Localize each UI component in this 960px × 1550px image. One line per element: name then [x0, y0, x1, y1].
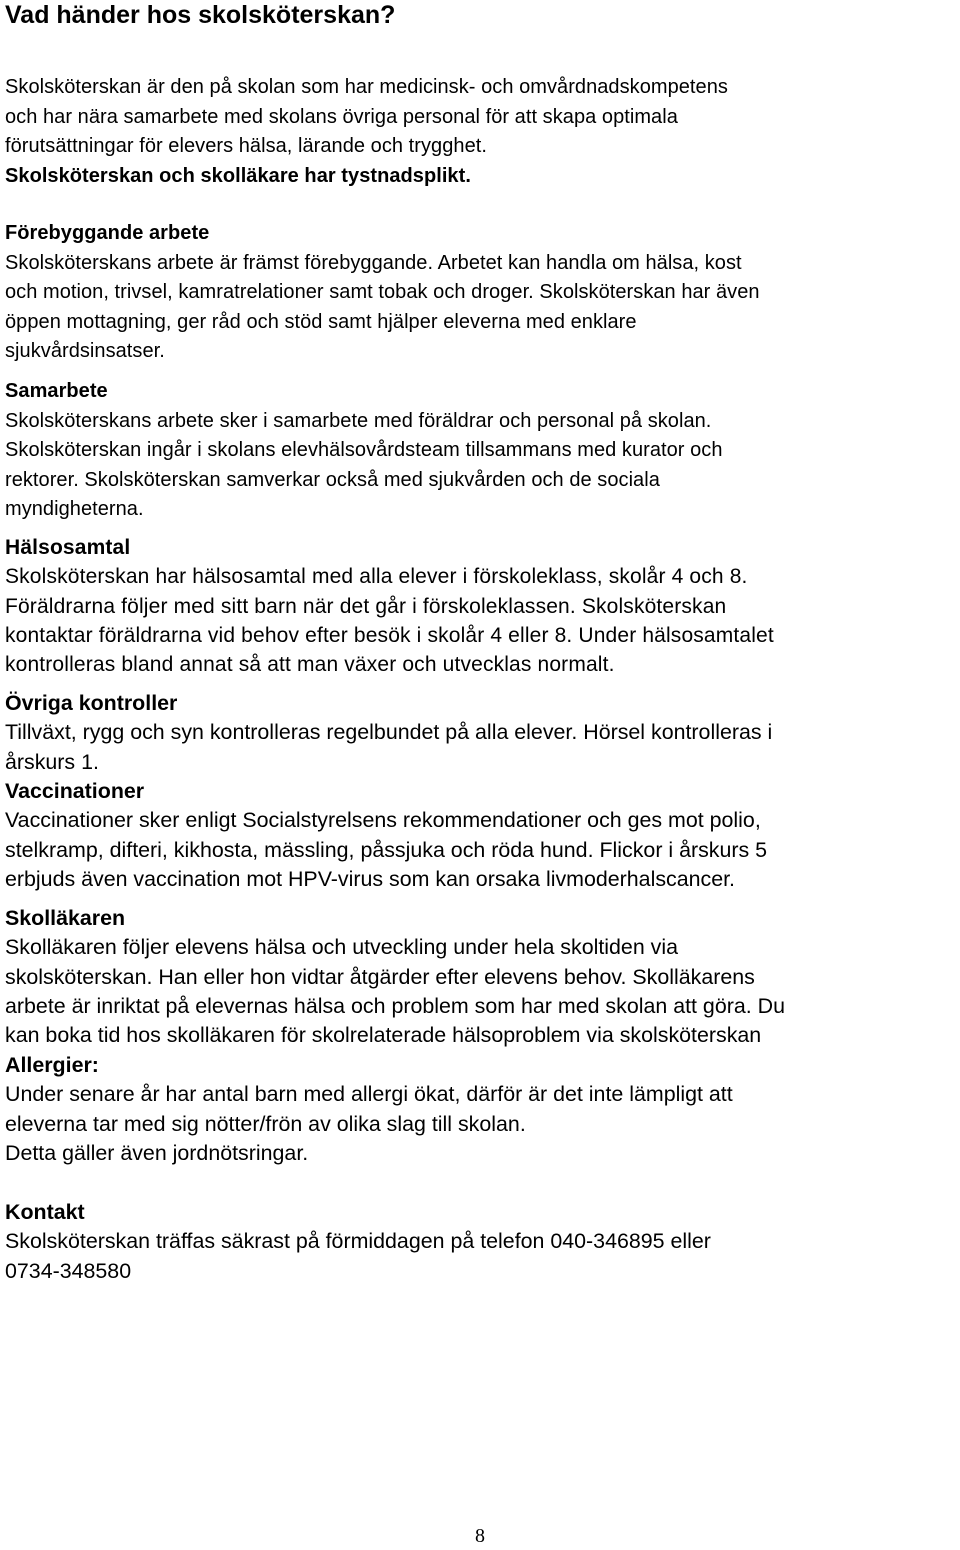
section-heading: Hälsosamtal: [5, 536, 131, 559]
section-heading: Skolläkaren: [5, 906, 126, 930]
section-kontakt: [5, 1198, 711, 1286]
section-line: Tillväxt, rygg och syn kontrolleras regelbundet på alla elever. Hörsel kontrolleras i: [5, 720, 773, 745]
section-line: öppen mottagning, ger råd och stöd samt hjälper eleverna med enklare: [5, 310, 637, 333]
section-line: kontrolleras bland annat så att man växer och utvecklas normalt.: [5, 653, 615, 677]
section-line: Skolsköterskan har hälsosamtal med alla elever i förskoleklass, skolår 4 och 8.: [5, 565, 748, 589]
section-allergier: [5, 1051, 733, 1168]
section-line: rektorer. Skolsköterskan samverkar också med sjukvården och de sociala: [5, 468, 660, 491]
section-line: Skolsköterskan träffas säkrast på förmiddagen på telefon 040-346895 eller: [5, 1229, 711, 1254]
section-vaccinationer: [5, 777, 767, 894]
section-samarbete: [5, 377, 723, 525]
section-line: erbjuds även vaccination mot HPV-virus som kan orsaka livmoderhalscancer.: [5, 866, 735, 891]
section-line: stelkramp, difteri, kikhosta, mässling, påssjuka och röda hund. Flickor i årskurs 5: [5, 837, 768, 862]
intro-line: och har nära samarbete med skolans övriga personal för att skapa optimala: [5, 105, 678, 128]
intro-block: [5, 73, 728, 191]
section-line: eleverna tar med sig nötter/frön av olika slag till skolan.: [5, 1111, 526, 1136]
page-title: Vad händer hos skolsköterskan?: [5, 1, 396, 29]
section-heading: Samarbete: [5, 380, 108, 402]
section-skollakaren: [5, 904, 785, 1050]
section-ovriga-kontroller: [5, 689, 772, 777]
section-line: och motion, trivsel, kamratrelationer samt tobak och droger. Skolsköterskan har även: [5, 281, 760, 303]
section-line: Under senare år har antal barn med allergi ökat, därför är det inte lämpligt att: [5, 1082, 733, 1107]
section-line: Detta gäller även jordnötsringar.: [5, 1140, 309, 1165]
section-heading: Kontakt: [5, 1200, 85, 1224]
section-line: Skolsköterskan ingår i skolans elevhälsovårdsteam tillsammans med kurator och: [5, 439, 723, 461]
section-forebyggande: [5, 219, 760, 367]
intro-line: förutsättningar för elevers hälsa, lärande och trygghet.: [5, 135, 487, 157]
section-line: Vaccinationer sker enligt Socialstyrelsens rekommendationer och ges mot polio,: [5, 808, 761, 833]
section-heading: Förebyggande arbete: [5, 222, 210, 244]
section-heading: Allergier:: [5, 1053, 99, 1077]
section-line: Föräldrarna följer med sitt barn när det går i förskoleklassen. Skolsköterskan: [5, 594, 727, 618]
page-number: 8: [475, 1525, 485, 1547]
section-line: Skolsköterskans arbete sker i samarbete med föräldrar och personal på skolan.: [5, 409, 712, 432]
section-line: kan boka tid hos skolläkaren för skolrelaterade hälsoproblem via skolsköterskan: [5, 1023, 762, 1048]
section-line: skolsköterskan. Han eller hon vidtar åtgärder efter elevens behov. Skolläkarens: [5, 964, 755, 989]
section-line: Skolläkaren följer elevens hälsa och utveckling under hela skoltiden via: [5, 935, 679, 960]
section-heading: Övriga kontroller: [5, 691, 178, 715]
confidentiality-note: Skolsköterskan och skolläkare har tystnadsplikt.: [5, 164, 471, 187]
section-line: årskurs 1.: [5, 749, 99, 774]
section-line: 0734-348580: [5, 1258, 132, 1283]
section-line: sjukvårdsinsatser.: [5, 340, 165, 362]
section-halsosamtal: [5, 533, 774, 679]
section-heading: Vaccinationer: [5, 779, 145, 803]
section-line: kontaktar föräldrarna vid behov efter besök i skolår 4 eller 8. Under hälsosamtalet: [5, 623, 774, 647]
section-line: myndigheterna.: [5, 498, 144, 520]
section-line: Skolsköterskans arbete är främst förebyggande. Arbetet kan handla om hälsa, kost: [5, 251, 742, 274]
section-line: arbete är inriktat på elevernas hälsa och problem som har med skolan att göra. Du: [5, 993, 785, 1018]
intro-line: Skolsköterskan är den på skolan som har medicinsk- och omvårdnadskompetens: [5, 76, 728, 98]
